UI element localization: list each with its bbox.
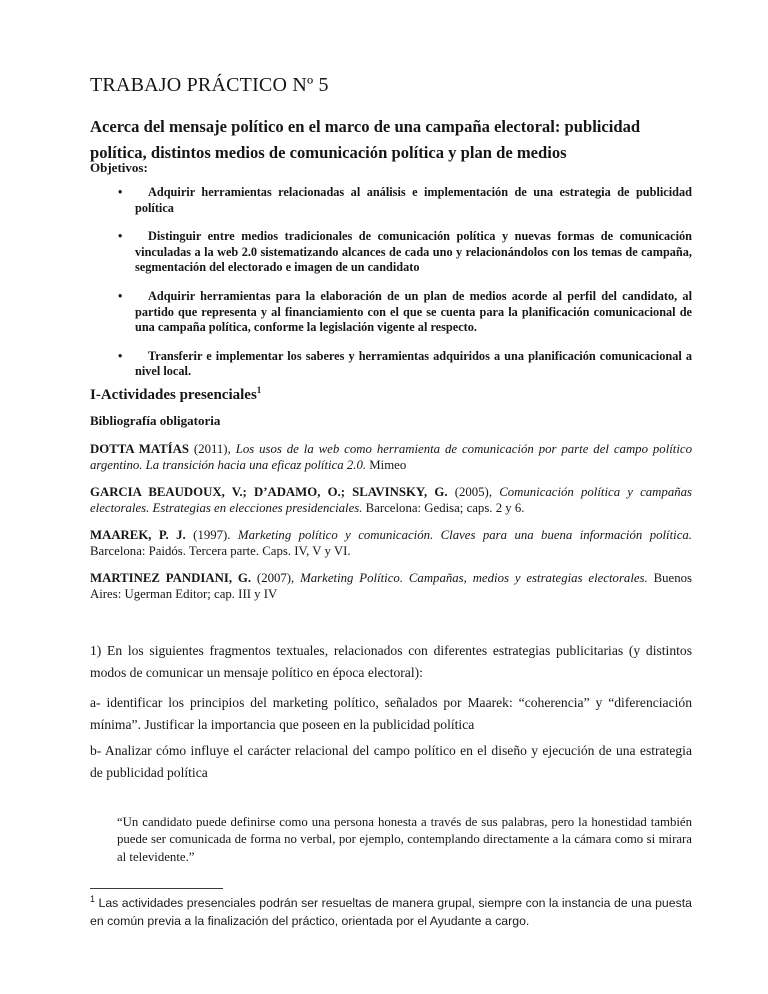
bib-author: GARCIA BEAUDOUX, V.; D’ADAMO, O.; SLAVINSKY, G. [90,485,448,499]
bib-title: Marketing político y comunicación. Claves para una buena información política. [237,528,692,542]
objective-item [118,288,692,336]
bib-year: (2007), [251,571,301,585]
bib-title: Comunicación política y campañas electorales. Estrategias en elecciones presidenciales. [90,485,692,516]
section-title-actividades [90,387,692,404]
bib-year: (1997). [185,528,238,542]
bibliography-entry [90,484,692,517]
activity-item-b: b- Analizar cómo influye el carácter relacional del campo político en el diseño y ejecución de una estrategia de publicidad política [90,743,692,780]
bibliography-entry [90,527,692,560]
bib-author: MARTINEZ PANDIANI, G. [90,571,252,585]
section-title-text: I-Actividades presenciales [90,387,257,403]
bullet-icon: • [118,185,123,199]
objective-text: Adquirir herramientas para la elaboración de un plan de medios acorde al perfil del candidato, al partido que representa y al financiamiento con el que se cuenta para la planificación comunicacional de una campaña política, conforme la legislación vigente al respecto. [135,288,692,335]
block-quote: “Un candidato puede definirse como una persona honesta a través de sus palabras, pero la honestidad también puede ser comunicada de forma no verbal, por ejemplo, contemplando directamente a la cámara como si mirara al televidente.” [117,815,692,864]
bib-publisher: Mimeo [366,458,407,473]
footnote [90,894,692,931]
bib-publisher: Barcelona: Gedisa; caps. 2 y 6. [362,501,525,516]
objective-text: Distinguir entre medios tradicionales de comunicación política y nuevas formas de comunicación vinculadas a la web 2.0 sistematizando alcances de cada uno y relacionándolos con los temas de campaña, segmentación del electorado e imagen de un candidato [135,229,692,275]
objective-text: Adquirir herramientas relacionadas al análisis e implementación de una estrategia de publicidad política [135,185,692,215]
activity-intro: 1) En los siguientes fragmentos textuales, relacionados con diferentes estrategias publicitarias (y distintos modos de comunicar un mensaje político en época electoral): [90,643,692,680]
bib-author: MAAREK, P. J. [90,528,186,542]
bibliography-entry [90,441,692,474]
footnote-reference-marker: 1 [256,385,262,395]
bullet-icon: • [118,348,123,363]
objective-item [118,229,692,276]
bib-author: DOTTA MATÍAS [90,442,190,456]
footnote-number: 1 [90,893,96,904]
bullet-icon: • [118,229,123,244]
objectives-list [90,185,692,393]
document-title: TRABAJO PRÁCTICO Nº 5 [90,74,329,97]
footnote-separator-rule [90,888,223,889]
bibliography-entry [90,570,692,603]
bib-title: Los usos de la web como herramienta de comunicación por parte del campo político argentino. La transición hacia una eficaz política 2.0. [90,442,692,473]
bib-publisher: Barcelona: Paidós. Tercera parte. Caps. IV, V y VI. [90,544,351,559]
bib-publisher: Buenos Aires: Ugerman Editor; cap. III y IV [90,571,692,602]
objective-item [118,185,692,216]
bullet-icon: • [118,288,123,303]
bib-year: (2011), [189,442,236,456]
bib-title: Marketing Político. Campañas, medios y estrategias electorales. [300,571,648,585]
document-heading: Acerca del mensaje político en el marco de una campaña electoral: publicidad política, distintos medios de comunicación política y plan de medios [90,116,641,162]
activity-item-a: a- identificar los principios del marketing político, señalados por Maarek: “coherencia” y “diferenciación mínima”. Justificar la importancia que poseen en la publicidad política [90,695,692,732]
footnote-text: Las actividades presenciales podrán ser resueltas de manera grupal, siempre con la instancia de una puesta en común previa a la finalización del práctico, orientada por el Ayudante a cargo. [90,896,693,929]
objective-text: Transferir e implementar los saberes y herramientas adquiridos a una planificación comunicacional a nivel local. [135,348,692,379]
bibliography-label: Bibliografía obligatoria [90,413,221,428]
bib-year: (2005), [447,485,500,499]
objective-item [118,348,692,380]
objectives-label: Objetivos: [90,160,148,175]
